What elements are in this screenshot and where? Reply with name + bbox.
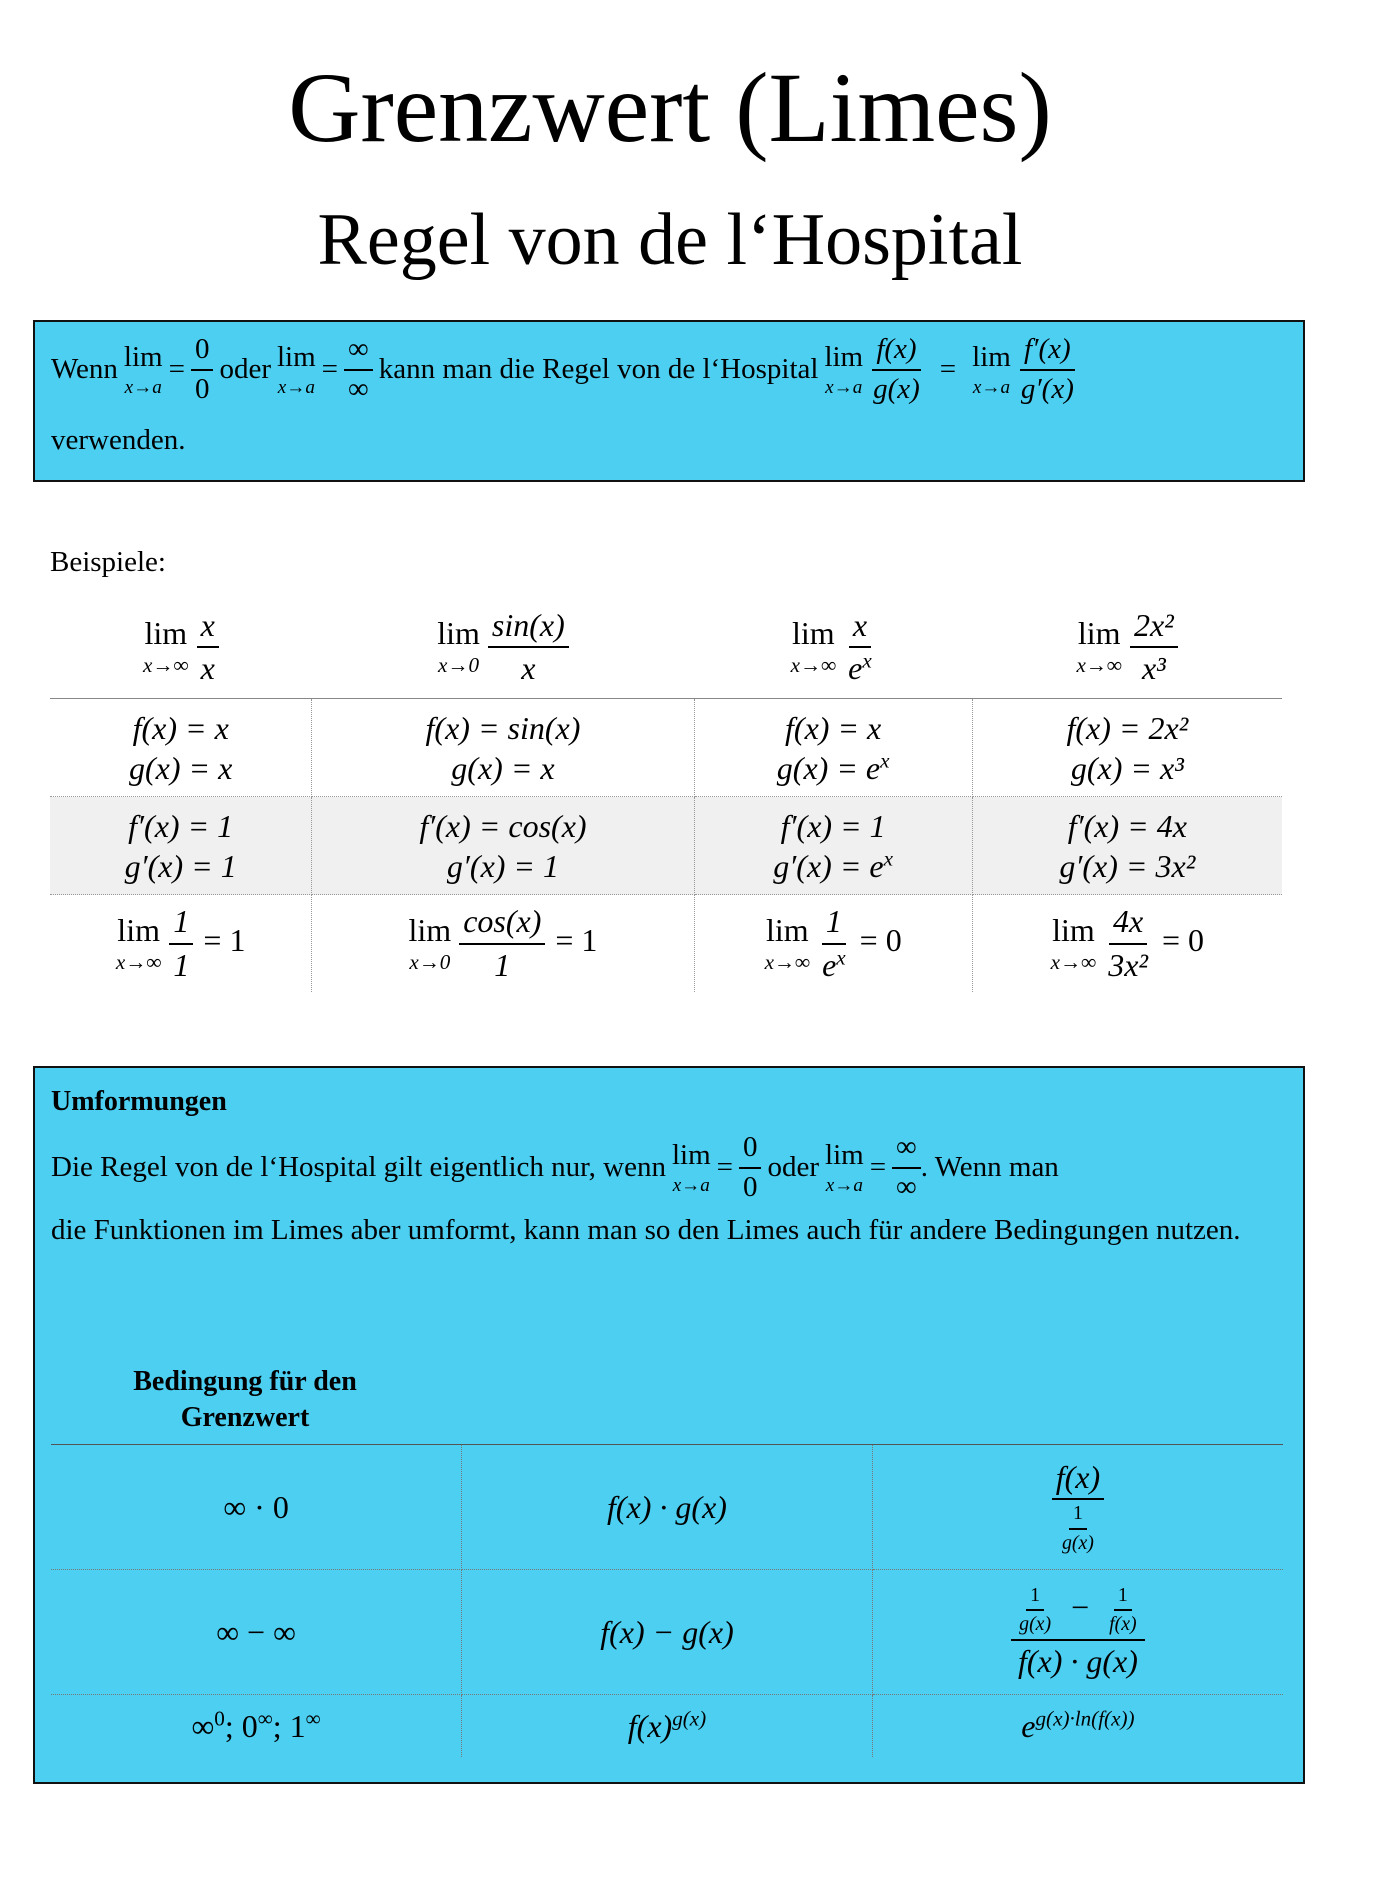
- intro-kann: kann man die Regel von de l‘Hospital: [378, 353, 819, 386]
- result-row: [50, 895, 1282, 993]
- conditions-table: [51, 1444, 1283, 1757]
- example-header: [50, 596, 312, 699]
- g-expression: $g(x) = e^x$: [776, 747, 890, 786]
- lim-fraction: $\frac{x}{e^x}$: [848, 606, 872, 686]
- equals-sign: =: [168, 353, 185, 386]
- intro-oder: oder: [219, 353, 271, 386]
- derivative-cell: [694, 797, 972, 895]
- g-expression: g′(x) = 3x²: [1059, 847, 1196, 884]
- result-cell: [312, 895, 694, 993]
- lim-result: = 1: [555, 921, 598, 958]
- derivative-cell: [972, 797, 1282, 895]
- examples-table: [50, 596, 1282, 992]
- umformungen-text-c: . Wenn man: [920, 1151, 1059, 1184]
- condition-row: [51, 1570, 1283, 1695]
- lim-fraction: $\frac{\text{2x²}}{\text{x³}}$: [1130, 608, 1178, 686]
- lim-expression: lim x→∞: [764, 911, 811, 974]
- f-expression: f′(x) = 4x: [1067, 807, 1187, 844]
- lim-fraction: $\frac{1}{1}$: [169, 904, 193, 982]
- transform-cell: $e^{g(x)\cdot ln(f(x))}$: [1021, 1705, 1135, 1744]
- lim-expression: lim x→a: [972, 340, 1011, 398]
- expression-cell: $f(x)^{g(x)}$: [462, 1695, 873, 1758]
- lim-expression: lim x→∞: [115, 911, 162, 974]
- lim-expression: lim x→a: [824, 340, 864, 398]
- function-cell: [972, 699, 1282, 797]
- intro-wenn: Wenn: [51, 353, 118, 386]
- example-header: [972, 596, 1282, 699]
- condition-column-header: Bedingung für den Grenzwert: [133, 1366, 357, 1433]
- lim-fraction: $\frac{4x}{\text{3x²}}$: [1108, 903, 1148, 983]
- lim-expression: lim x→a: [825, 1138, 864, 1196]
- f-expression: f(x) = 2x²: [1066, 709, 1189, 746]
- expression-cell: f(x) · g(x): [462, 1445, 873, 1570]
- g-expression: g(x) = x³: [1070, 749, 1184, 786]
- result-cell: [694, 895, 972, 993]
- lim-result: = 0: [859, 921, 902, 958]
- fraction-f-over-g: $\frac{f(x)}{g(x)}$: [873, 333, 920, 405]
- f-expression: f′(x) = 1: [780, 807, 886, 844]
- lim-expression: lim x→∞: [143, 615, 189, 678]
- page-subtitle: Regel von de l‘Hospital: [317, 199, 1023, 281]
- lim-expression: lim x→a: [123, 340, 163, 398]
- derivative-row: [50, 797, 1282, 895]
- lim-expression: lim x→∞: [790, 615, 837, 678]
- umformungen-text-a: Die Regel von de l‘Hospital gilt eigentlich nur, wenn: [51, 1151, 666, 1184]
- intro-verwenden: verwenden.: [51, 424, 186, 456]
- umformungen-text-b: oder: [767, 1151, 820, 1184]
- f-expression: f(x) = x: [785, 709, 882, 746]
- example-header: [312, 596, 694, 699]
- beispiele-label: Beispiele:: [50, 546, 166, 578]
- transform-cell: [872, 1445, 1283, 1570]
- umformungen-text-body: die Funktionen im Limes aber umformt, kann man so den Limes auch für andere Bedingungen nutzen.: [51, 1214, 1241, 1246]
- condition-cell: ∞$^0$; 0∞; 1∞: [51, 1695, 462, 1758]
- equals-sign: =: [869, 1151, 887, 1184]
- function-cell: [50, 699, 312, 797]
- result-cell: [50, 895, 312, 993]
- condition-cell: ∞ · 0: [51, 1445, 462, 1570]
- transform-fraction: $\frac{f(x)}{\frac{1}{g(x)}}$: [1052, 1460, 1104, 1555]
- lim-fraction: $\frac{\cos(x)}{1}$: [459, 904, 545, 982]
- fraction-inf-inf: $\frac{\infty}{\infty}$: [892, 1132, 921, 1204]
- fraction-fprime-over-gprime: $\frac{f'(x)}{g'(x)}$: [1020, 333, 1074, 405]
- function-cell: [694, 699, 972, 797]
- condition-row: [51, 1445, 1283, 1570]
- f-expression: f(x) = sin(x): [425, 709, 581, 746]
- f-expression: f′(x) = cos(x): [419, 807, 587, 844]
- lim-expression: lim x→∞: [1050, 911, 1097, 974]
- lim-expression: lim x→a: [671, 1138, 711, 1196]
- f-expression: f(x) = x: [132, 709, 229, 746]
- lim-expression: lim x→0: [408, 911, 452, 974]
- fraction-zero-zero: $\frac{0}{0}$: [191, 334, 214, 406]
- g-expression: g(x) = x: [129, 749, 233, 786]
- fraction-zero-zero: $\frac{0}{0}$: [739, 1132, 762, 1204]
- g-expression: $g'(x) = e^x$: [773, 845, 893, 884]
- lim-result: = 0: [1161, 921, 1205, 958]
- function-row: [50, 699, 1282, 797]
- transform-cell: [872, 1570, 1283, 1695]
- page-title: Grenzwert (Limes): [288, 52, 1052, 163]
- equals-sign: =: [716, 1151, 733, 1184]
- umformungen-title: Umformungen: [51, 1086, 227, 1117]
- intro-sentence: [51, 334, 1078, 406]
- lim-expression: lim x→a: [276, 340, 316, 398]
- lim-fraction: $\frac{x}{x}$: [197, 608, 219, 686]
- derivative-cell: [312, 797, 694, 895]
- umformungen-text-line: [51, 1132, 1059, 1204]
- equals-sign: =: [939, 353, 957, 386]
- lim-fraction: $\frac{\sin(x)}{x}$: [488, 608, 569, 686]
- umformungen-box: [33, 1066, 1305, 1784]
- derivative-cell: [50, 797, 312, 895]
- transform-fraction: $\frac{1}{g(x)}$ − $\frac{1}{f(x)}$ f(x) · g(x): [1011, 1585, 1144, 1680]
- g-expression: g(x) = x: [451, 749, 555, 786]
- lim-expression: lim x→∞: [1076, 615, 1122, 678]
- intro-box: [33, 320, 1305, 482]
- condition-row: [51, 1695, 1283, 1758]
- result-cell: [972, 895, 1282, 993]
- lim-fraction: $\frac{1}{e^x}$: [822, 903, 846, 983]
- g-expression: g′(x) = 1: [124, 847, 237, 884]
- function-cell: [312, 699, 694, 797]
- fraction-inf-inf: $\frac{\infty}{\infty}$: [344, 334, 373, 406]
- f-expression: f′(x) = 1: [128, 807, 234, 844]
- g-expression: g′(x) = 1: [446, 847, 560, 884]
- equals-sign: =: [321, 353, 339, 386]
- expression-cell: f(x) − g(x): [462, 1570, 873, 1695]
- example-header: [694, 596, 972, 699]
- lim-expression: lim x→0: [437, 615, 480, 678]
- condition-cell: ∞ − ∞: [51, 1570, 462, 1695]
- lim-result: = 1: [203, 921, 246, 958]
